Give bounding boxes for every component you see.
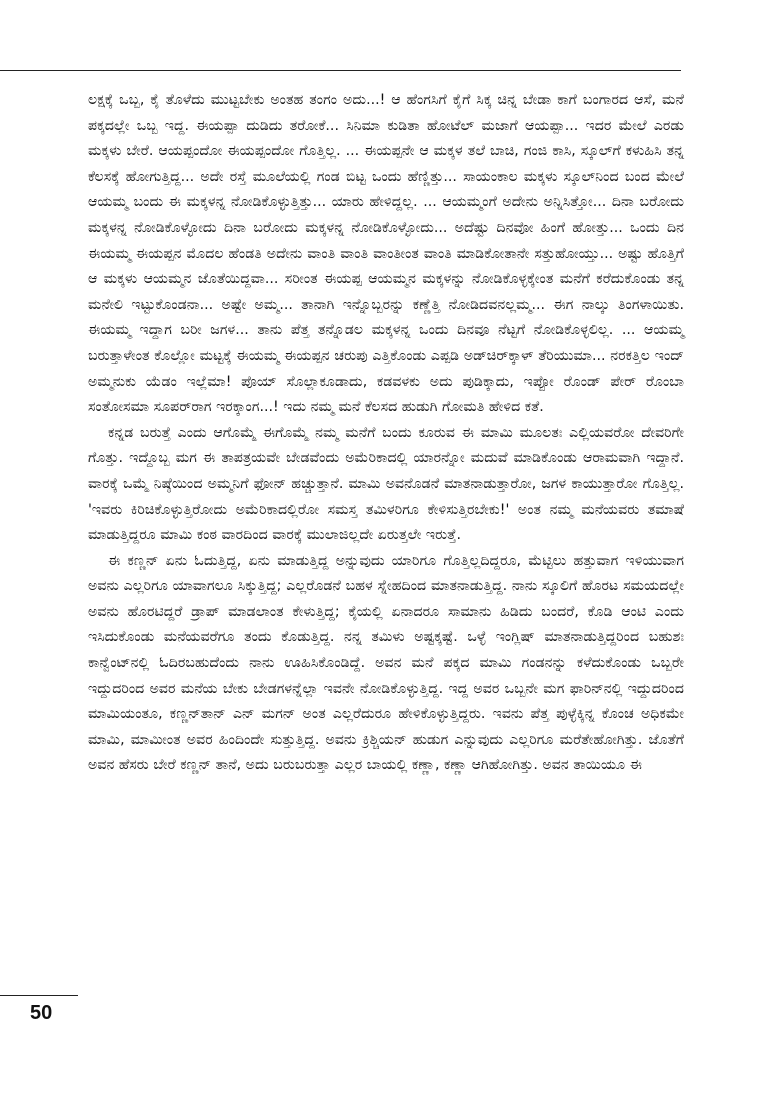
footer-rule (0, 995, 78, 996)
paragraph-1: ಲಕ್ಷಕ್ಕೆ ಒಬ್ಬ, ಕೈ ತೊಳೆದು ಮುಟ್ಟಬೇಕು ಅಂತಹ ತಂಗಂ ಅದು...! ಆ ಹೆಂಗಸಿಗೆ ಕೈಗೆ ಸಿಕ್ಕ ಚಿನ್ನ ಬೇಡಾ ಕಾಗೆ ಬಂಗಾರದ ಆಸೆ, ಮನೆ ಪಕ್ಕದಲ್ಲೇ ಒಬ್ಬ ಇದ್ದ. ಈಯಪ್ಪಾ ದುಡಿದು ತರೋಕೆ... ಸಿನಿಮಾ ಕುಡಿತಾ ಹೋಟೆಲ್ ಮಜಾಗೆ ಆಯಪ್ಪಾ... ಇದರ ಮೇಲೆ ಎರಡು ಮಕ್ಕಳು ಬೇರೆ. ಆಯಪ್ಪಂದೋ ಈಯಪ್ಪಂದೋ ಗೊತ್ತಿಲ್ಲ. ... ಈಯಪ್ಪನೇ ಆ ಮಕ್ಕಳ ತಲೆ ಬಾಚಿ, ಗಂಜಿ ಕಾಸಿ, ಸ್ಕೂಲ್‌ಗೆ ಕಳುಹಿಸಿ ತನ್ನ ಕೆಲಸಕ್ಕೆ ಹೋಗುತ್ತಿದ್ದ... ಅದೇ ರಸ್ತೆ ಮೂಲೆಯಲ್ಲಿ ಗಂಡ ಬಿಟ್ಟ ಒಂದು ಹೆಣ್ಣಿತ್ತು... ಸಾಯಂಕಾಲ ಮಕ್ಕಳು ಸ್ಕೂಲ್‌ನಿಂದ ಬಂದ ಮೇಲೆ ಆಯಮ್ಮ ಬಂದು ಈ ಮಕ್ಕಳನ್ನ ನೋಡಿಕೊಳ್ಳುತ್ತಿತ್ತು... ಯಾರು ಹೇಳಿದ್ದಲ್ಲ. ... ಆಯಮ್ಮಂಗೆ ಅದೇನು ಅನ್ನಿಸಿತ್ತೋ... ದಿನಾ ಬರೋದು ಮಕ್ಕಳನ್ನ ನೋಡಿಕೊಳ್ಳೋದು ದಿನಾ ಬರೋದು ಮಕ್ಕಳನ್ನ ನೋಡಿಕೊಳ್ಳೋದು... ಅದೆಷ್ಟು ದಿನವೋ ಹಿಂಗೆ ಹೋತ್ತು... ಒಂದು ದಿನ ಈಯಮ್ಮ ಈಯಪ್ಪನ ಮೊದಲ ಹೆಂಡತಿ ಅದೇನು ವಾಂತಿ ವಾಂತಿ ವಾಂತೀಂತ ವಾಂತಿ ಮಾಡಿಕೋತಾನೇ ಸತ್ತುಹೋಯ್ತು... ಅಷ್ಟು ಹೊತ್ತಿಗೆ ಆ ಮಕ್ಕಳು ಆಯಮ್ಮನ ಜೊತೆಯಿದ್ದವಾ... ಸರೀಂತ ಈಯಪ್ಪ ಆಯಮ್ಮನ ಮಕ್ಕಳನ್ನು ನೋಡಿಕೊಳ್ಳಕ್ಕೇಂತ ಮನೆಗೆ ಕರೆದುಕೊಂಡು ತನ್ನ ಮನೇಲಿ ಇಟ್ಟುಕೊಂಡನಾ... ಅಷ್ಟೇ ಅಮ್ಮ... ತಾನಾಗಿ ಇನ್ನೊಬ್ಬರನ್ನು ಕಣ್ಣೆತ್ತಿ ನೋಡಿದವನಲ್ಲಮ್ಮ... ಈಗ ನಾಲ್ಕು ತಿಂಗಳಾಯಿತು. ಈಯಮ್ಮ ಇದ್ದಾಗ ಬರೀ ಜಗಳ... ತಾನು ಪೆತ್ತ ತನ್ನೊಡಲ ಮಕ್ಕಳನ್ನ ಒಂದು ದಿನವೂ ನೆಟ್ಟಗೆ ನೋಡಿಕೊಳ್ಳಲಿಲ್ಲ. ... ಆಯಮ್ಮ ಬರುತ್ತಾಳೇಂತ ಕೊಲ್ಲೋ ಮಟ್ಟಕ್ಕೆ ಈಯಮ್ಮ ಈಯಪ್ಪನ ಚರುಪು ಎತ್ತಿಕೊಂಡು ಎಪ್ಪಡಿ ಅಡ್‌ಚಿರ್‌ಕ್ಕಾಳ್ ತೆರಿಯುಮಾ... ನರಕತ್ತಿಲ ಇಂದ್ ಅಮ್ಮನುಕು ಯೆಡಂ ಇಲ್ಲೆಮಾ! ಪೊಯ್ ಸೊಲ್ಲಾಕೂಡಾದು, ಕಡವಳಕು ಅದು ಪುಡಿಕ್ಕಾದು, ಇಪ್ಪೋ ರೊಂಡ್ ಪೇರ್ ರೊಂಬಾ ಸಂತೋಸಮಾ ಸೂಪರ್‌ರಾಗ ಇರಕ್ಕಾಂಗ...! ಇದು ನಮ್ಮ ಮನೆ ಕೆಲಸದ ಹುಡುಗಿ ಗೋಮತಿ ಹೇಳಿದ ಕತೆ. (88, 92, 684, 416)
body-text (88, 88, 684, 779)
page-number: 50 (30, 1002, 53, 1024)
header-rule (0, 70, 681, 71)
paragraph-2: ಕನ್ನಡ ಬರುತ್ತೆ ಎಂದು ಆಗೊಮ್ಮೆ ಈಗೊಮ್ಮೆ ನಮ್ಮ ಮನೆಗೆ ಬಂದು ಕೂರುವ ಈ ಮಾಮಿ ಮೂಲತಃ ಎಲ್ಲಿಯವರೋ ದೇವರಿಗೇ ಗೊತ್ತು. ಇದ್ದೊಬ್ಬ ಮಗ ಈ ತಾಪತ್ರಯವೇ ಬೇಡವೆಂದು ಅಮೆರಿಕಾದಲ್ಲಿ ಯಾರನ್ನೋ ಮದುವೆ ಮಾಡಿಕೊಂಡು ಆರಾಮವಾಗಿ ಇದ್ದಾನೆ. ವಾರಕ್ಕೆ ಒಮ್ಮೆ ನಿಷ್ಠೆಯಿಂದ ಅಮ್ಮನಿಗೆ ಫೋನ್ ಹಚ್ಚುತ್ತಾನೆ. ಮಾಮಿ ಅವನೊಡನೆ ಮಾತನಾಡುತ್ತಾರೋ, ಜಗಳ ಕಾಯುತ್ತಾರೋ ಗೊತ್ತಿಲ್ಲ. 'ಇವರು ಕಿರಿಚಿಕೊಳ್ಳುತ್ತಿರೋದು ಅಮೆರಿಕಾದಲ್ಲಿರೋ ಸಮಸ್ತ ತಮಿಳರಿಗೂ ಕೇಳಿಸುತ್ತಿರಬೇಕು!' ಅಂತ ನಮ್ಮ ಮನೆಯವರು ತಮಾಷೆ ಮಾಡುತ್ತಿದ್ದರೂ ಮಾಮಿ ಕಂಠ ವಾರದಿಂದ ವಾರಕ್ಕೆ ಮುಲಾಜಿಲ್ಲದೇ ಏರುತ್ತಲೇ ಇರುತ್ತೆ. (88, 424, 684, 544)
paragraph-3: ಈ ಕಣ್ಣನ್ ಏನು ಓದುತ್ತಿದ್ದ, ಏನು ಮಾಡುತ್ತಿದ್ದ ಅನ್ನುವುದು ಯಾರಿಗೂ ಗೊತ್ತಿಲ್ಲದಿದ್ದರೂ, ಮೆಟ್ಟಿಲು ಹತ್ತುವಾಗ ಇಳಿಯುವಾಗ ಅವನು ಎಲ್ಲರಿಗೂ ಯಾವಾಗಲೂ ಸಿಕ್ಕುತ್ತಿದ್ದ; ಎಲ್ಲರೊಡನೆ ಬಹಳ ಸ್ನೇಹದಿಂದ ಮಾತನಾಡುತ್ತಿದ್ದ. ನಾನು ಸ್ಕೂಲಿಗೆ ಹೊರಟ ಸಮಯದಲ್ಲೇ ಅವನು ಹೊರಟಿದ್ದರೆ ಡ್ರಾಪ್ ಮಾಡಲಾಂತ ಕೇಳುತ್ತಿದ್ದ; ಕೈಯಲ್ಲಿ ಏನಾದರೂ ಸಾಮಾನು ಹಿಡಿದು ಬಂದರೆ, ಕೊಡಿ ಆಂಟಿ ಎಂದು ಇಸಿದುಕೊಂಡು ಮನೆಯವರೆಗೂ ತಂದು ಕೊಡುತ್ತಿದ್ದ. ನನ್ನ ತಮಿಳು ಅಷ್ಟಕ್ಕಷ್ಟೆ. ಒಳ್ಳೆ ಇಂಗ್ಲಿಷ್ ಮಾತನಾಡುತ್ತಿದ್ದರಿಂದ ಬಹುಶಃ ಕಾನ್ವೆಂಟ್‌ನಲ್ಲಿ ಓದಿರಬಹುದೆಂದು ನಾನು ಊಹಿಸಿಕೊಂಡಿದ್ದೆ. ಅವನ ಮನೆ ಪಕ್ಕದ ಮಾಮಿ ಗಂಡನನ್ನು ಕಳೆದುಕೊಂಡು ಒಬ್ಬರೇ ಇದ್ದುದರಿಂದ ಅವರ ಮನೆಯ ಬೇಕು ಬೇಡಗಳನ್ನೆಲ್ಲಾ ಇವನೇ ನೋಡಿಕೊಳ್ಳುತ್ತಿದ್ದ. ಇದ್ದ ಅವರ ಒಬ್ಬನೇ ಮಗ ಫಾರಿನ್‌ನಲ್ಲಿ ಇದ್ದುದರಿಂದ ಮಾಮಿಯಂತೂ, ಕಣ್ಣನ್‌ತಾನ್ ಎನ್ ಮಗನ್ ಅಂತ ಎಲ್ಲರೆದುರೂ ಹೇಳಿಕೊಳ್ಳುತ್ತಿದ್ದರು. ಇವನು ಪೆತ್ತ ಪುಳ್ಳೆಕ್ಕಿನ್ನ ಕೊಂಚ ಅಧಿಕಮೇ ಮಾಮಿ, ಮಾಮೀಂತ ಅವರ ಹಿಂದಿಂದೇ ಸುತ್ತುತ್ತಿದ್ದ. ಅವನು ಕ್ರಿಶ್ಚಿಯನ್ ಹುಡುಗ ಎನ್ನುವುದು ಎಲ್ಲರಿಗೂ ಮರೆತೇಹೋಗಿತ್ತು. ಜೊತೆಗೆ ಅವನ ಹೆಸರು ಬೇರೆ ಕಣ್ಣನ್ ತಾನೆ, ಅದು ಬರುಬರುತ್ತಾ ಎಲ್ಲರ ಬಾಯಲ್ಲಿ ಕಣ್ಣಾ, ಕಣ್ಣಾ ಆಗಿಹೋಗಿತ್ತು. ಅವನ ತಾಯಿಯೂ ಈ (88, 552, 684, 774)
